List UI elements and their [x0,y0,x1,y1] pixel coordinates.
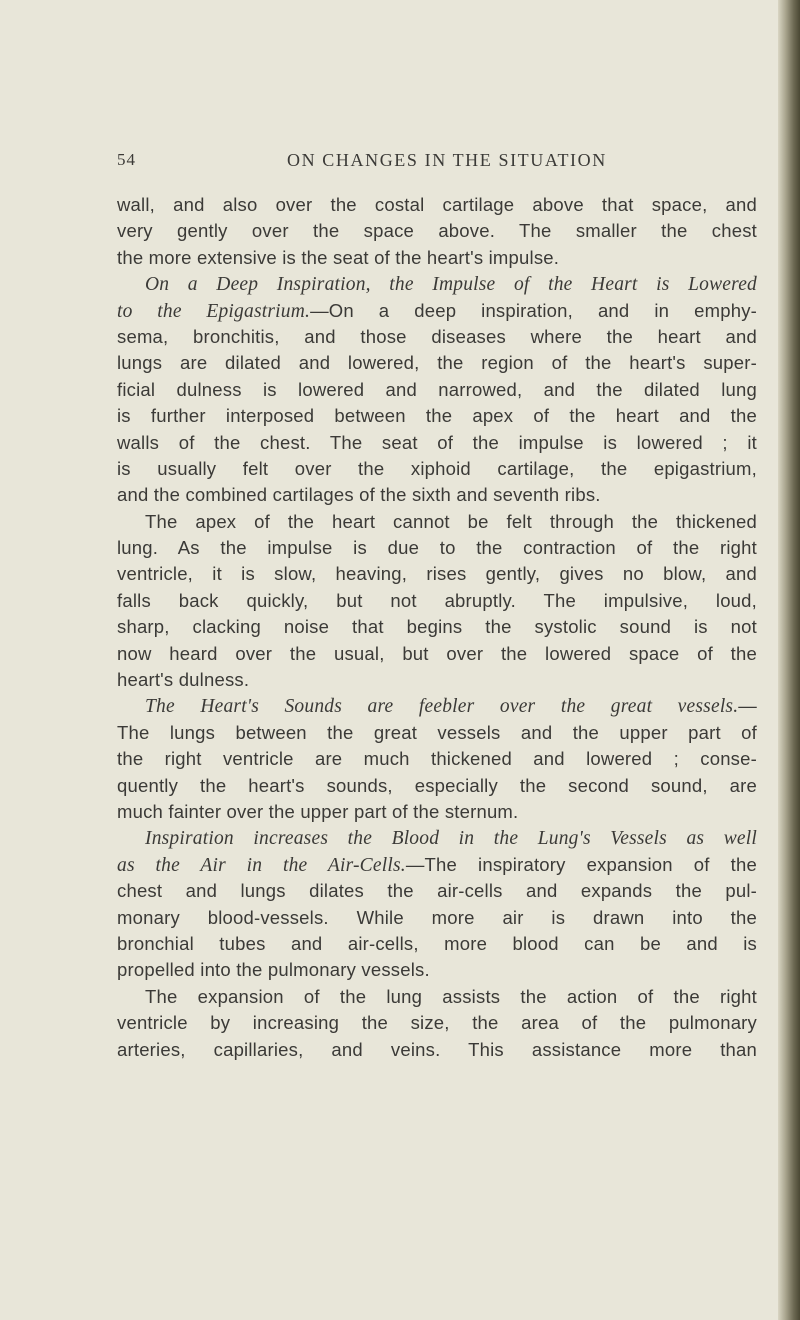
text-line [117,614,757,640]
text-run: and the combined cartilages of the sixth and seventh ribs. [117,484,601,506]
text-run: sema, bronchitis, and those diseases where the heart and [117,325,757,347]
text-line [117,561,757,587]
text-line [117,535,757,561]
text-run: is usually felt over the xiphoid cartilage, the epigastrium, [117,457,757,479]
text-line [117,852,757,878]
text-line [117,878,757,904]
text-run: lungs are dilated and lowered, the region of the heart's super- [117,352,757,374]
italic-heading-text: The Heart's Sounds are feebler over the great vessels. [145,696,739,718]
text-line [117,720,757,746]
text-line [117,509,757,535]
text-run: much fainter over the upper part of the sternum. [117,800,519,822]
text-run: very gently over the space above. The smaller the chest [117,220,757,242]
text-run: sharp, clacking noise that begins the systolic sound is not [117,616,757,638]
text-line [117,667,757,693]
italic-heading-text: to the Epigastrium. [117,300,311,322]
text-run: arteries, capillaries, and veins. This assistance more than [117,1038,757,1060]
text-line [117,588,757,614]
text-line [117,984,757,1010]
text-line [117,218,757,244]
text-run: —On a deep inspiration, and in emphy- [310,299,757,321]
text-line [117,377,757,403]
text-run: The apex of the heart cannot be felt through the thickened [145,510,757,532]
text-line [117,430,757,456]
text-line [117,403,757,429]
text-line [117,957,757,983]
text-run: ventricle by increasing the size, the area of the pulmonary [117,1012,757,1034]
text-line [117,192,757,218]
text-run: heart's dulness. [117,669,250,691]
text-run: bronchial tubes and air-cells, more blood can be and is [117,932,757,954]
text-line [117,905,757,931]
text-run: the right ventricle are much thickened and lowered ; conse- [117,748,757,770]
body-text [117,192,757,1063]
text-line [117,931,757,957]
text-run: ficial dulness is lowered and narrowed, and the dilated lung [117,378,757,400]
text-run: walls of the chest. The seat of the impulse is lowered ; it [117,431,757,453]
text-run: falls back quickly, but not abruptly. The impulsive, loud, [117,589,757,611]
text-run: ventricle, it is slow, heaving, rises gently, gives no blow, and [117,563,757,585]
text-run: quently the heart's sounds, especially the second sound, are [117,774,757,796]
text-line [117,825,757,851]
text-run: is further interposed between the apex of the heart and the [117,405,757,427]
text-line [117,799,757,825]
running-head-title: ON CHANGES IN THE SITUATION [287,150,607,170]
italic-heading-text: as the Air in the Air-Cells. [117,854,406,876]
text-line [117,482,757,508]
text-line [117,271,757,297]
text-run: monary blood-vessels. While more air is drawn into the [117,906,757,928]
running-header [0,150,800,174]
text-line [117,350,757,376]
text-run: now heard over the usual, but over the lowered space of the [117,642,757,664]
text-run: wall, and also over the costal cartilage above that space, and [117,194,757,215]
text-line [117,693,757,719]
italic-heading-text: Inspiration increases the Blood in the Lung's Vessels as well [145,828,757,850]
text-line [117,245,757,271]
text-line [117,456,757,482]
text-run: lung. As the impulse is due to the contraction of the right [117,537,757,559]
text-line [117,298,757,324]
text-line [117,641,757,667]
italic-heading-text: On a Deep Inspiration, the Impulse of the Heart is Lowered [145,274,757,296]
text-line [117,746,757,772]
text-run: —The inspiratory expansion of the [405,853,757,875]
page-binding-edge [778,0,800,1320]
page-number: 54 [117,150,136,169]
text-run: — [738,695,757,717]
text-run: The expansion of the lung assists the action of the right [145,985,757,1007]
text-run: The lungs between the great vessels and the upper part of [117,721,757,743]
text-run: chest and lungs dilates the air-cells and expands the pul- [117,880,757,902]
text-run: propelled into the pulmonary vessels. [117,959,430,981]
text-line [117,324,757,350]
text-run: the more extensive is the seat of the heart's impulse. [117,246,560,268]
text-line [117,773,757,799]
text-line [117,1010,757,1036]
text-line [117,1037,757,1063]
